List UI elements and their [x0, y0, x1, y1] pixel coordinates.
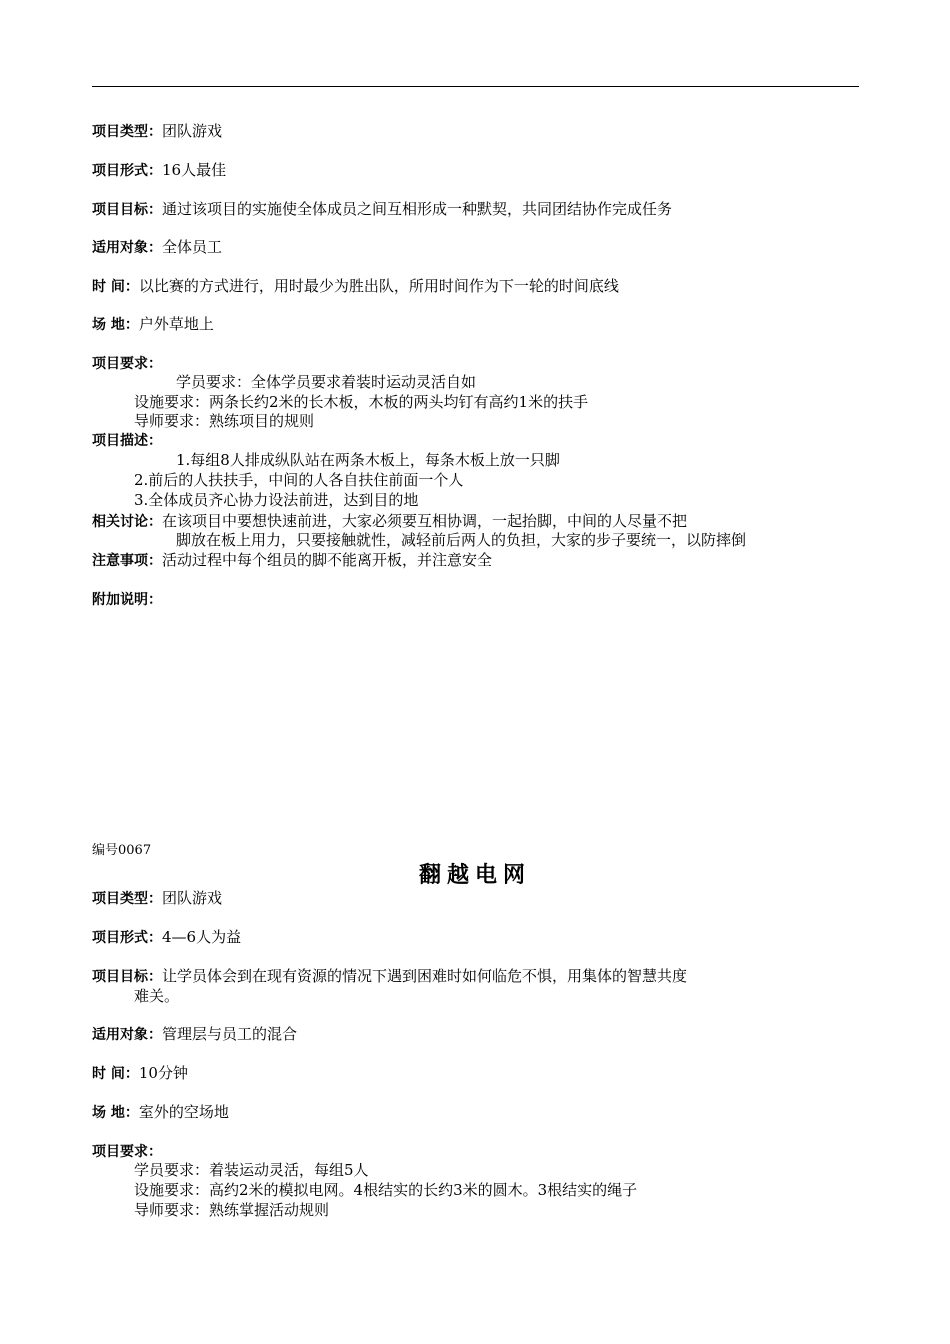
goal-line-2: 难关。 [134, 987, 180, 1005]
time-row-2: 时 间：10分钟 [92, 1064, 188, 1082]
item-number: 编号0067 [92, 843, 152, 858]
desc-line-3: 3.全体成员齐心协力设法前进，达到目的地 [134, 491, 419, 509]
extra-notes-heading: 附加说明： [92, 592, 162, 608]
type-row: 项目类型：团队游戏 [92, 122, 223, 140]
req2-line-1: 学员要求：着装运动灵活，每组5人 [134, 1161, 369, 1179]
goal-row: 项目目标：通过该项目的实施使全体成员之间互相形成一种默契，共同团结协作完成任务 [92, 200, 673, 218]
form-row: 项目形式：16人最佳 [92, 161, 227, 179]
venue-row: 场 地：户外草地上 [92, 315, 214, 333]
target-row-2: 适用对象：管理层与员工的混合 [92, 1025, 298, 1043]
req2-line-2: 设施要求：高约2米的模拟电网。4根结实的长约3米的圆木。3根结实的绳子 [134, 1181, 638, 1199]
discussion-row: 相关讨论：在该项目中要想快速前进，大家必须要互相协调，一起抬脚，中间的人尽量不把 [92, 512, 688, 530]
desc-line-1: 1.每组8人排成纵队站在两条木板上，每条木板上放一只脚 [176, 451, 560, 469]
req-line-3: 导师要求：熟练项目的规则 [134, 412, 315, 430]
venue-row-2: 场 地：室外的空场地 [92, 1103, 229, 1121]
section-title: 翻越电网 [418, 863, 531, 888]
target-row: 适用对象：全体员工 [92, 238, 223, 256]
header-rule [92, 86, 859, 87]
req2-line-3: 导师要求：熟练掌握活动规则 [134, 1201, 330, 1219]
type-row-2: 项目类型：团队游戏 [92, 889, 223, 907]
req-line-2: 设施要求：两条长约2米的长木板，木板的两头均钉有高约1米的扶手 [134, 393, 589, 411]
goal-row-2: 项目目标：让学员体会到在现有资源的情况下遇到困难时如何临危不惧，用集体的智慧共度 [92, 967, 688, 985]
notes-row: 注意事项：活动过程中每个组员的脚不能离开板，并注意安全 [92, 551, 493, 569]
req-line-1: 学员要求：全体学员要求着装时运动灵活自如 [176, 373, 477, 391]
form-row-2: 项目形式：4—6人为益 [92, 928, 242, 946]
time-row: 时 间：以比赛的方式进行，用时最少为胜出队，所用时间作为下一轮的时间底线 [92, 277, 619, 295]
requirements-heading-2: 项目要求： [92, 1144, 162, 1160]
desc-line-2: 2.前后的人扶扶手，中间的人各自扶住前面一个人 [134, 471, 464, 489]
discussion-line-2: 脚放在板上用力，只要接触就性，减轻前后两人的负担，大家的步子要统一，以防摔倒 [176, 531, 747, 549]
description-heading: 项目描述： [92, 433, 162, 449]
requirements-heading: 项目要求： [92, 356, 162, 372]
